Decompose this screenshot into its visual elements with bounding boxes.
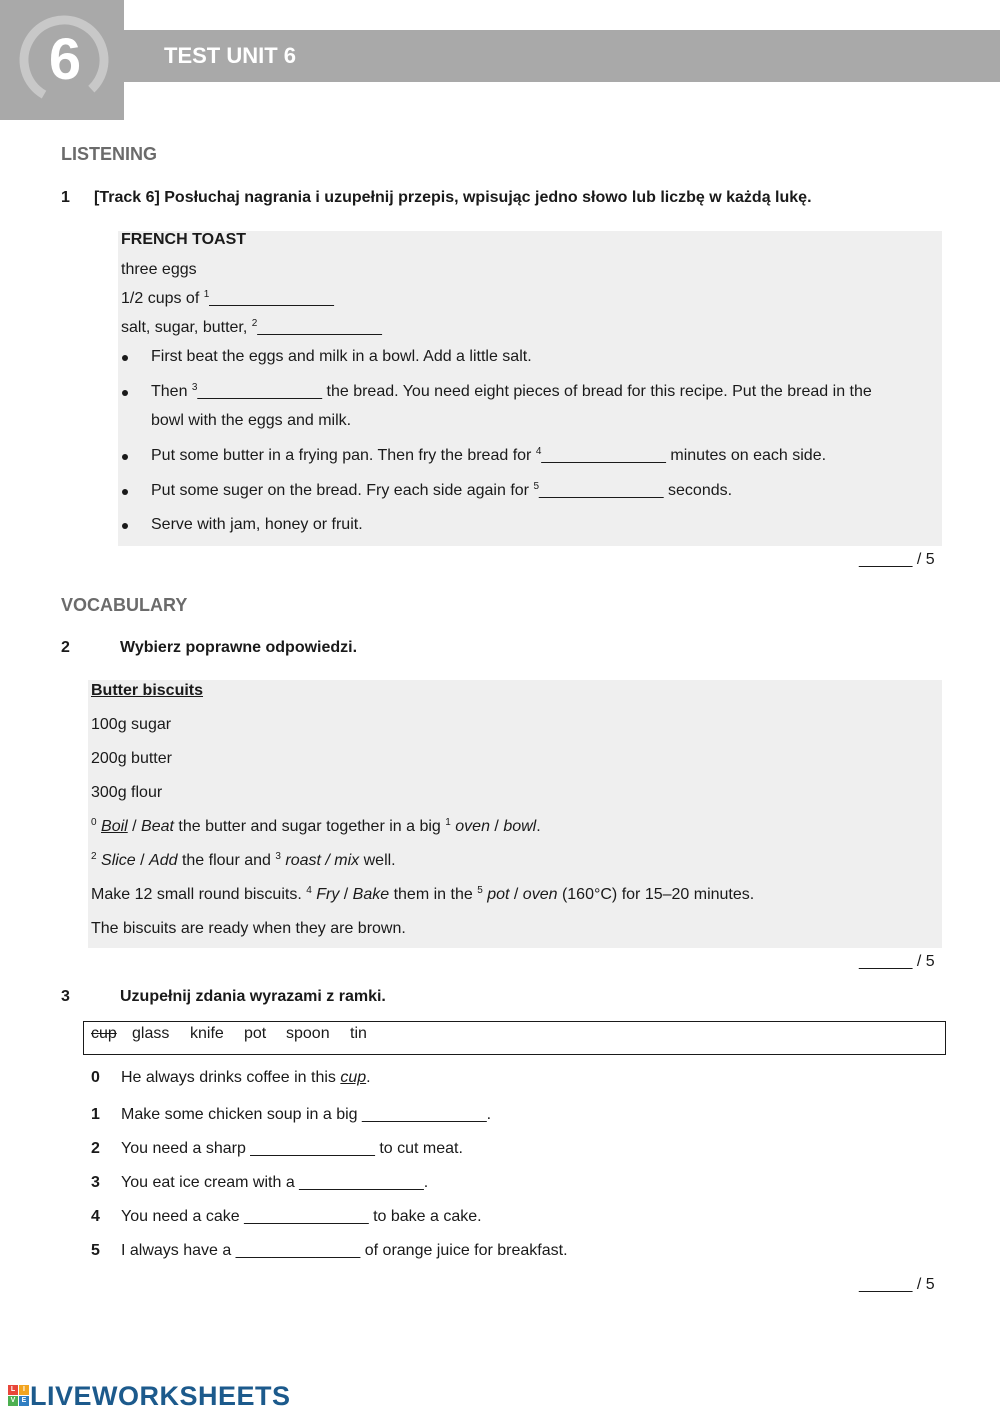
choice-option[interactable]: bowl [503, 818, 537, 835]
choice-option-selected[interactable]: Boil [101, 818, 128, 835]
fill-item [0, 1208, 1000, 1228]
section-heading-listening: LISTENING [61, 144, 158, 164]
logo-cubes-icon: L I V E [8, 1385, 30, 1407]
ingredient-with-gap: 1/2 cups of $^1$______________ [121, 289, 334, 307]
item-number: 2 [91, 1140, 100, 1157]
example-item [0, 1069, 1000, 1089]
ingredient: 300g flour [91, 784, 163, 801]
choice-option[interactable]: Bake [352, 886, 390, 903]
answer-gap[interactable]: ______________ seconds. [539, 482, 733, 499]
word-option: glass [132, 1025, 170, 1042]
task-number: 2 [61, 639, 70, 656]
choice-option[interactable]: oven [455, 818, 490, 835]
item-text[interactable]: You need a cake ______________ to bake a cake. [121, 1208, 482, 1225]
item-number: 5 [91, 1242, 100, 1259]
unit-badge [0, 0, 124, 120]
unit-number: 6 [48, 27, 82, 92]
page-title: TEST UNIT 6 [164, 43, 297, 68]
choice-option[interactable]: pot [487, 886, 510, 903]
header-bar [124, 30, 1000, 82]
bullet-icon [122, 454, 128, 460]
item-number: 4 [91, 1208, 100, 1225]
fill-item [0, 1106, 1000, 1126]
ingredient: three eggs [121, 261, 197, 278]
choice-option[interactable]: Beat [141, 818, 174, 835]
choice-option[interactable]: Slice [101, 852, 136, 869]
recipe-step: Serve with jam, honey or fruit. [151, 516, 363, 533]
item-text[interactable]: Make some chicken soup in a big ______________. [121, 1106, 492, 1123]
choice-sentence: $^2$ Slice / Add the flour and $^3$ roast / mix well. [91, 851, 396, 869]
answer-gap[interactable]: ______________ minutes on each side. [541, 447, 827, 464]
item-text: He always drinks coffee in this cup. [121, 1069, 371, 1086]
ingredient-with-gap: salt, sugar, butter, $^2$______________ [121, 318, 382, 336]
fill-item [0, 1174, 1000, 1194]
choice-option[interactable]: Fry [316, 886, 340, 903]
section-heading-vocabulary: VOCABULARY [61, 595, 188, 615]
score-field[interactable]: ______ / 5 [859, 1276, 935, 1293]
bullet-icon [122, 489, 128, 495]
word-option: spoon [286, 1025, 330, 1042]
recipe-box-butter-biscuits [88, 680, 942, 948]
task-number: 3 [61, 988, 70, 1005]
choice-option[interactable]: Add [149, 852, 178, 869]
fill-item [0, 1140, 1000, 1160]
bullet-icon [122, 355, 128, 361]
answer-gap[interactable]: ______________ the bread. You need eight pieces of bread for this recipe. Put the bread in the [197, 383, 872, 400]
item-text[interactable]: You eat ice cream with a ______________. [121, 1174, 429, 1191]
choice-sentence: Make 12 small round biscuits. $^4$ Fry / Bake them in the $^5$ pot / oven (160°C) for 15–20 minutes. [91, 885, 755, 903]
answer-gap[interactable]: ______________ [257, 319, 382, 336]
choice-option[interactable]: roast / mix [285, 852, 360, 869]
word-option: knife [190, 1025, 224, 1042]
item-number: 0 [91, 1069, 100, 1086]
word-option: pot [244, 1025, 267, 1042]
recipe-step: Put some suger on the bread. Fry each side again for $^5$______________ seconds. [151, 481, 733, 499]
task-instruction: Wybierz poprawne odpowiedzi. [120, 639, 358, 656]
logo-text: LIVEWORKSHEETS [30, 1381, 291, 1411]
bullet-icon [122, 390, 128, 396]
recipe-step: The biscuits are ready when they are brown. [91, 920, 406, 937]
score-field[interactable]: ______ / 5 [859, 953, 935, 970]
ingredient: 100g sugar [91, 716, 172, 733]
item-text[interactable]: I always have a ______________ of orange juice for breakfast. [121, 1242, 568, 1259]
choice-sentence: $^0$ Boil / Beat the butter and sugar together in a big $^1$ oven / bowl. [91, 817, 541, 835]
task-instruction: [Track 6] Posłuchaj nagrania i uzupełnij przepis, wpisując jedno słowo lub liczbę w każdą lukę. [94, 189, 812, 206]
word-option: tin [350, 1025, 367, 1042]
item-text[interactable]: You need a sharp ______________ to cut meat. [121, 1140, 463, 1157]
bullet-icon [122, 523, 128, 529]
recipe-step-continued: bowl with the eggs and milk. [151, 412, 352, 429]
ingredient: 200g butter [91, 750, 172, 767]
answer-gap[interactable]: ______________ [209, 290, 334, 307]
choice-option[interactable]: oven [522, 886, 558, 903]
recipe-box-french-toast [118, 231, 942, 546]
item-number: 1 [91, 1106, 100, 1123]
recipe-step: Then $^3$______________ the bread. You need eight pieces of bread for this recipe. Put the bread in the [151, 382, 872, 400]
recipe-title: Butter biscuits [91, 682, 204, 699]
task-number: 1 [61, 189, 70, 206]
recipe-title: FRENCH TOAST [121, 231, 247, 248]
example-answer: cup [340, 1069, 367, 1086]
word-box [83, 1021, 946, 1055]
fill-item [0, 1242, 1000, 1262]
item-number: 3 [91, 1174, 100, 1191]
recipe-step: First beat the eggs and milk in a bowl. Add a little salt. [151, 348, 532, 365]
score-field[interactable]: ______ / 5 [859, 551, 935, 568]
task-instruction: Uzupełnij zdania wyrazami z ramki. [120, 988, 386, 1005]
recipe-step: Put some butter in a frying pan. Then fry the bread for $^4$______________ minutes on each side. [151, 446, 827, 464]
word-option-used: cup [91, 1025, 117, 1042]
